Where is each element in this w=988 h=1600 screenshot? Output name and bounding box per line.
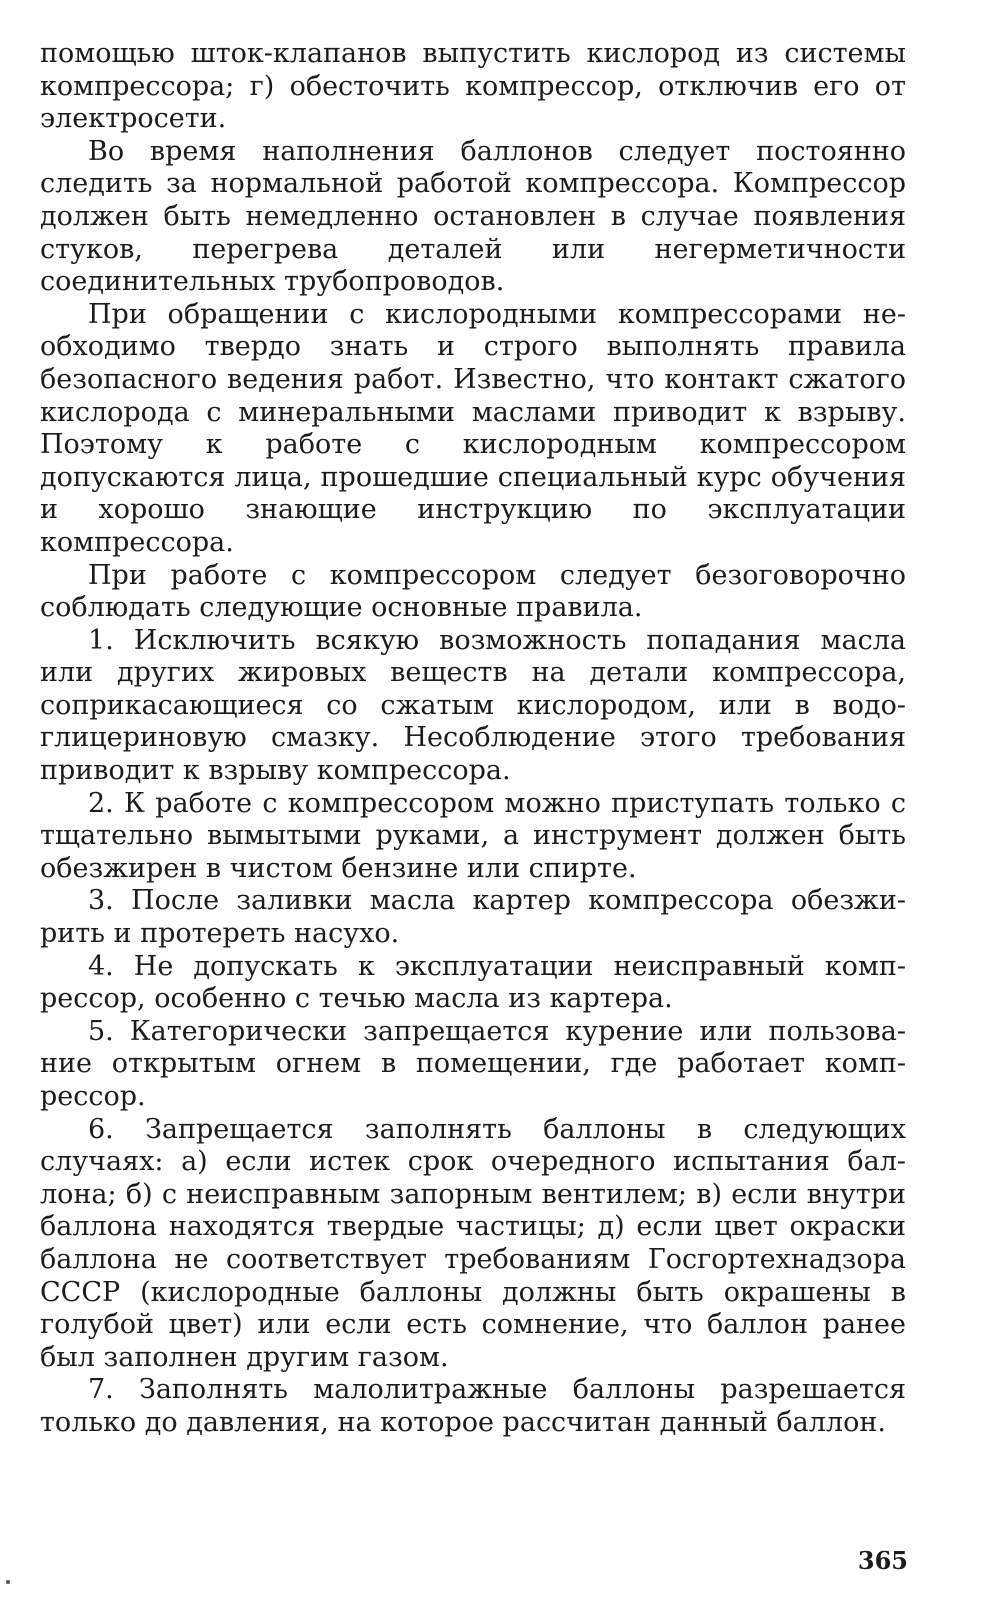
rule-item-5: 5. Категорически запрещается курение или пользование открытым огнем в помещении, где работает компрессор. xyxy=(40,1015,906,1112)
rule-item-2: 2. К работе с компрессором можно приступать только с тщательно вымытыми руками, а инструмент должен быть обезжирен в чистом бензине или спирте. xyxy=(40,787,906,884)
rule-item-1: 1. Исключить всякую возможность попадания масла или других жировых веществ на детали компрессора, соприкасающиеся со сжатым кислородом, или в водоглицериновую смазку. Несоблюдение этого требования приводит к взрыву компрессора. xyxy=(40,624,906,787)
print-speck xyxy=(6,1580,10,1584)
rule-item-3: 3. После заливки масла картер компрессора обезжирить и протереть насухо. xyxy=(40,885,906,950)
rule-item-6: 6. Запрещается заполнять баллоны в следующих случаях: а) если истек срок очередного испытания баллона; б) с неисправным запорным вентилем; в) если внутри баллона находятся твердые частицы; д) если цвет окраски баллона не соответствует требованиям Госгортехнадзора СССР (кислородные баллоны должны быть окрашены в голубой цвет) или если есть сомнение, что баллон ранее был заполнен другим газом. xyxy=(40,1113,906,1373)
paragraph-safety-knowledge: При обращении с кислородными компрессорами необходимо твердо знать и строго выполнять правила безопасного ведения работ. Известно, что контакт сжатого кислорода с минеральными маслами приводит к взрыву. Поэтому к работе с кислородным компрессором допускаются лица, прошедшие специальный курс обучения и хорошо знающие инструкцию по эксплуатации компрессора. xyxy=(40,298,906,558)
paragraph-filling-monitoring: Во время наполнения баллонов следует постоянно следить за нормальной работой компрессора. Компрессор должен быть немедленно остановлен в случае появления стуков, перегрева деталей или негерметичности соединительных трубопроводов. xyxy=(40,135,906,298)
page-body xyxy=(40,38,906,1440)
rule-item-7: 7. Заполнять малолитражные баллоны разрешается только до давления, на которое рассчитан данный баллон. xyxy=(40,1374,906,1438)
rule-item-4: 4. Не допускать к эксплуатации неисправный компрессор, особенно с течью масла из картера. xyxy=(40,950,906,1015)
paragraph-continuation: помощью шток-клапанов выпустить кислород из системы компрессора; г) обесточить компрессор, отключив его от электросети. xyxy=(40,38,906,135)
page-number: 365 xyxy=(857,1546,908,1575)
paragraph-rules-intro: При работе с компрессором следует безоговорочно соблюдать следующие основные правила. xyxy=(40,559,906,624)
